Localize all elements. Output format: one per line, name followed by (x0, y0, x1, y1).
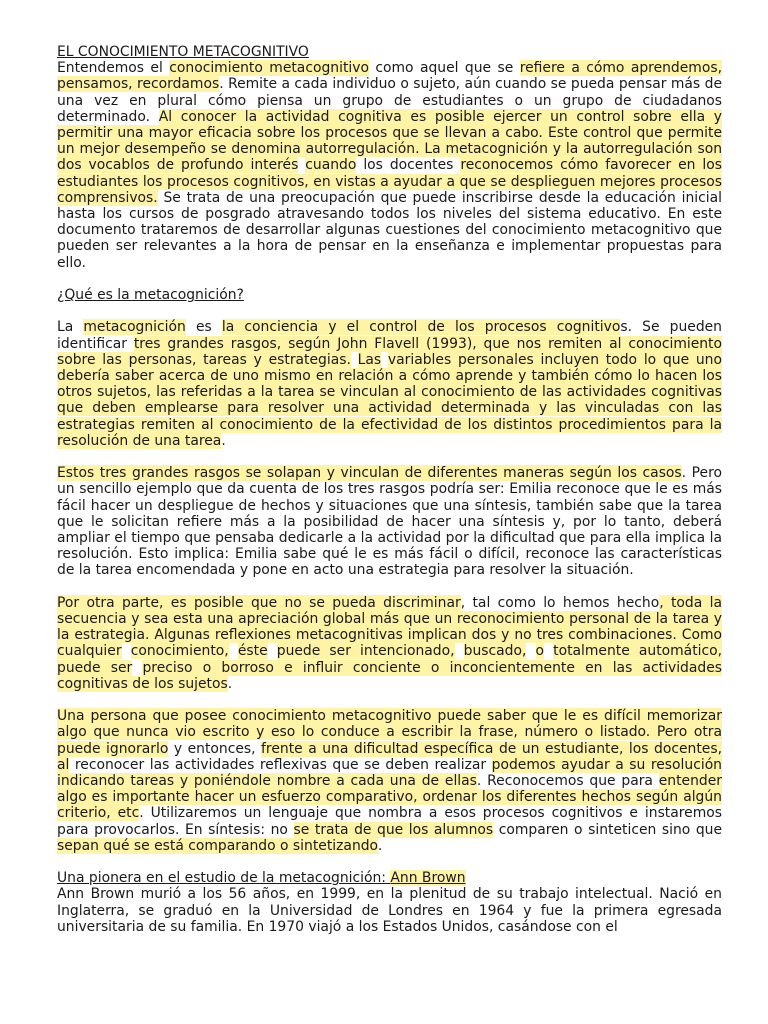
title-text: Una pionera en el estudio de la metacognición: (57, 870, 391, 887)
highlighted-text: Estos tres grandes rasgos se solapan y vinculan de diferentes maneras según los casos (57, 465, 682, 482)
body-text (122, 643, 131, 659)
body-text: . (221, 432, 226, 449)
section-title (57, 44, 722, 60)
highlighted-text: Al conocer la actividad cognitiva es posible ejercer un control sobre ella y permitir una mayor eficacia sobre los procesos que se llevan a cabo. Este control que permite un mejor desempeño se denomina autorregulación. La metacognición y la autorregulación son dos vocablos de profundo interés (57, 108, 722, 174)
body-text: Entendemos el (57, 60, 170, 77)
highlighted-text: , toda la secuencia y sea esta una apreciación global más que un reconocimiento personal de la tarea y la estrategia. Algunas reflexiones metacognitivas implican dos y no tres combinaciones. Como (57, 594, 722, 644)
highlighted-text: refiere a cómo aprendemos, pensamos, recordamos (57, 60, 722, 93)
section-gap (57, 271, 722, 287)
highlighted-text: conocimiento, (130, 643, 229, 660)
highlighted-text: totalmente automático, (553, 643, 723, 660)
body-text: los docentes (356, 157, 461, 174)
paragraph-gap (57, 692, 722, 708)
title-text: EL CONOCIMIENTO METACOGNITIVO (57, 44, 309, 60)
body-text (544, 643, 553, 659)
highlighted-text: puede ser (57, 659, 133, 676)
highlighted-text: puede ser intencionado, (276, 643, 455, 660)
paragraph (57, 886, 722, 935)
body-text: como aquel que se (368, 60, 520, 77)
section-title (57, 870, 722, 886)
highlighted-text: o (535, 643, 545, 660)
paragraph-gap (57, 303, 722, 319)
highlighted-text: variables personales incluyen todo lo que uno debería saber acerca de uno mismo en relación a cómo aprende y también cómo lo hacen los otros sujetos, las referidas a la tarea se vinculan al conocimiento de las actividades cognitivas que deben emplearse para resolver una actividad determinada y las vinculadas con las estrategias remiten al conocimiento de la efectividad de los distintos procedimientos para la resolución de una tarea (57, 351, 722, 449)
highlighted-text: podemos ayudar a su resolución indicando tareas y poniéndole nombre a cada una de ellas (57, 756, 722, 790)
body-text: . Utilizaremos un lenguaje que nombra a esos procesos cognitivos e instaremos para provocarlos. En síntesis: no (57, 805, 722, 838)
highlighted-text: cualquier (57, 643, 122, 660)
body-text: . (377, 837, 383, 854)
body-text (455, 643, 464, 659)
highlighted-text: reconocemos cómo favorecer en los estudiantes los procesos cognitivos, en vistas a ayudar a que se desplieguen mejores procesos comprensivos. (57, 157, 723, 206)
paragraph (57, 60, 722, 271)
document-page (57, 44, 722, 935)
title-text: ¿Qué es la metacognición? (57, 287, 244, 304)
body-text: reconocer las actividades reflexivas que se deben realizar (69, 756, 492, 773)
paragraph (57, 319, 722, 449)
highlighted-text: Por otra parte, es posible que no se pueda discriminar (57, 594, 461, 611)
body-text (229, 643, 238, 659)
body-text (132, 660, 142, 676)
highlighted-text: entender algo es importante hacer un esfuerzo comparativo, ordenar los diferentes hechos según algún criterio, etc (57, 773, 722, 822)
paragraph (57, 708, 722, 854)
highlighted-text: Las (357, 351, 382, 368)
body-text: La (57, 319, 84, 336)
body-text: Se trata de una preocupación que puede inscribirse desde la educación inicial hasta los cursos de posgrado atravesando todos los niveles del sistema educativo. En este documento trataremos de desarrollar algunas cuestiones del conocimiento metacognitivo que pueden ser relevantes a la hora de pensar en la enseñanza e implementar propuestas para ello. (57, 189, 722, 271)
body-text: . Reconocemos que para (476, 773, 659, 790)
body-text: s. Se pueden identificar (57, 319, 722, 352)
body-text: . Remite a cada individuo o sujeto, aún cuando se pueda pensar más de una vez en plural cómo piensa un grupo de estudiantes o un grupo de ciudadanos determinado. (57, 76, 722, 125)
highlighted-text: Ann Brown (390, 870, 466, 887)
body-text (526, 643, 535, 659)
highlighted-text: conocimiento metacognitivo (169, 60, 369, 77)
paragraph-gap (57, 449, 722, 465)
body-text: es (185, 319, 222, 336)
highlighted-text: metacognición (83, 319, 186, 336)
highlighted-text: preciso o borroso e influir conciente o inconcientemente en las actividades cognitivas de los sujetos (57, 659, 722, 692)
body-text: y entonces, (168, 740, 262, 757)
body-text (268, 643, 277, 659)
body-text (381, 352, 388, 368)
body-text: Ann Brown murió a los 56 años, en 1999, en la plenitud de su trabajo intelectual. Nació en Inglaterra, se graduó en la Universidad de Londres en 1964 y fue la primera egresada universitaria de su familia. En 1970 viajó a los Estados Unidos, casándose con el (57, 886, 722, 935)
section-title (57, 287, 722, 303)
body-text (351, 352, 358, 368)
highlighted-text: cuando (305, 157, 357, 174)
highlighted-text: éste (237, 643, 268, 660)
highlighted-text: frente a una dificultad específica de un estudiante, los docentes, al (57, 740, 722, 773)
body-text: comparen o sinteticen sino que (493, 821, 723, 838)
paragraph-gap (57, 579, 722, 595)
highlighted-text: Una persona que posee conocimiento metacognitivo puede saber que le es difícil memorizar algo que nunca vio escrito y eso lo conduce a escribir la frase, número o listado. Pero otra puede ignorarlo (57, 708, 722, 757)
highlighted-text: tres grandes rasgos, según John Flavell (1993), que nos remiten al conocimiento sobre las personas, tareas y estrategias. (57, 335, 723, 368)
paragraph (57, 465, 722, 578)
section-gap (57, 854, 722, 870)
body-text: , tal como lo hemos hecho (460, 594, 660, 611)
highlighted-text: sepan qué se está comparando o sintetizando (57, 837, 378, 854)
body-text: . Pero un sencillo ejemplo que da cuenta de los tres rasgos podría ser: Emilia reconoce que le es más fácil hacer un despliegue de hechos y situaciones que una síntesis, también sabe que la tarea que le solicitan refiere más a la posibilidad de hacer una síntesis y, por lo tanto, deberá ampliar el tiempo que pensaba dedicarle a la actividad por la dificultad que para ella implica la resolución. Esto implica: Emilia sabe qué le es más fácil o difícil, reconoce las características de la tarea encomendada y pone en acto una estrategia para resolver la situación. (57, 465, 722, 579)
highlighted-text: buscado, (463, 643, 527, 660)
highlighted-text: la conciencia y el control de los procesos cognitivo (221, 319, 621, 336)
highlighted-text: se trata de que los alumnos (293, 821, 494, 838)
paragraph (57, 595, 722, 692)
body-text: . (227, 675, 233, 692)
